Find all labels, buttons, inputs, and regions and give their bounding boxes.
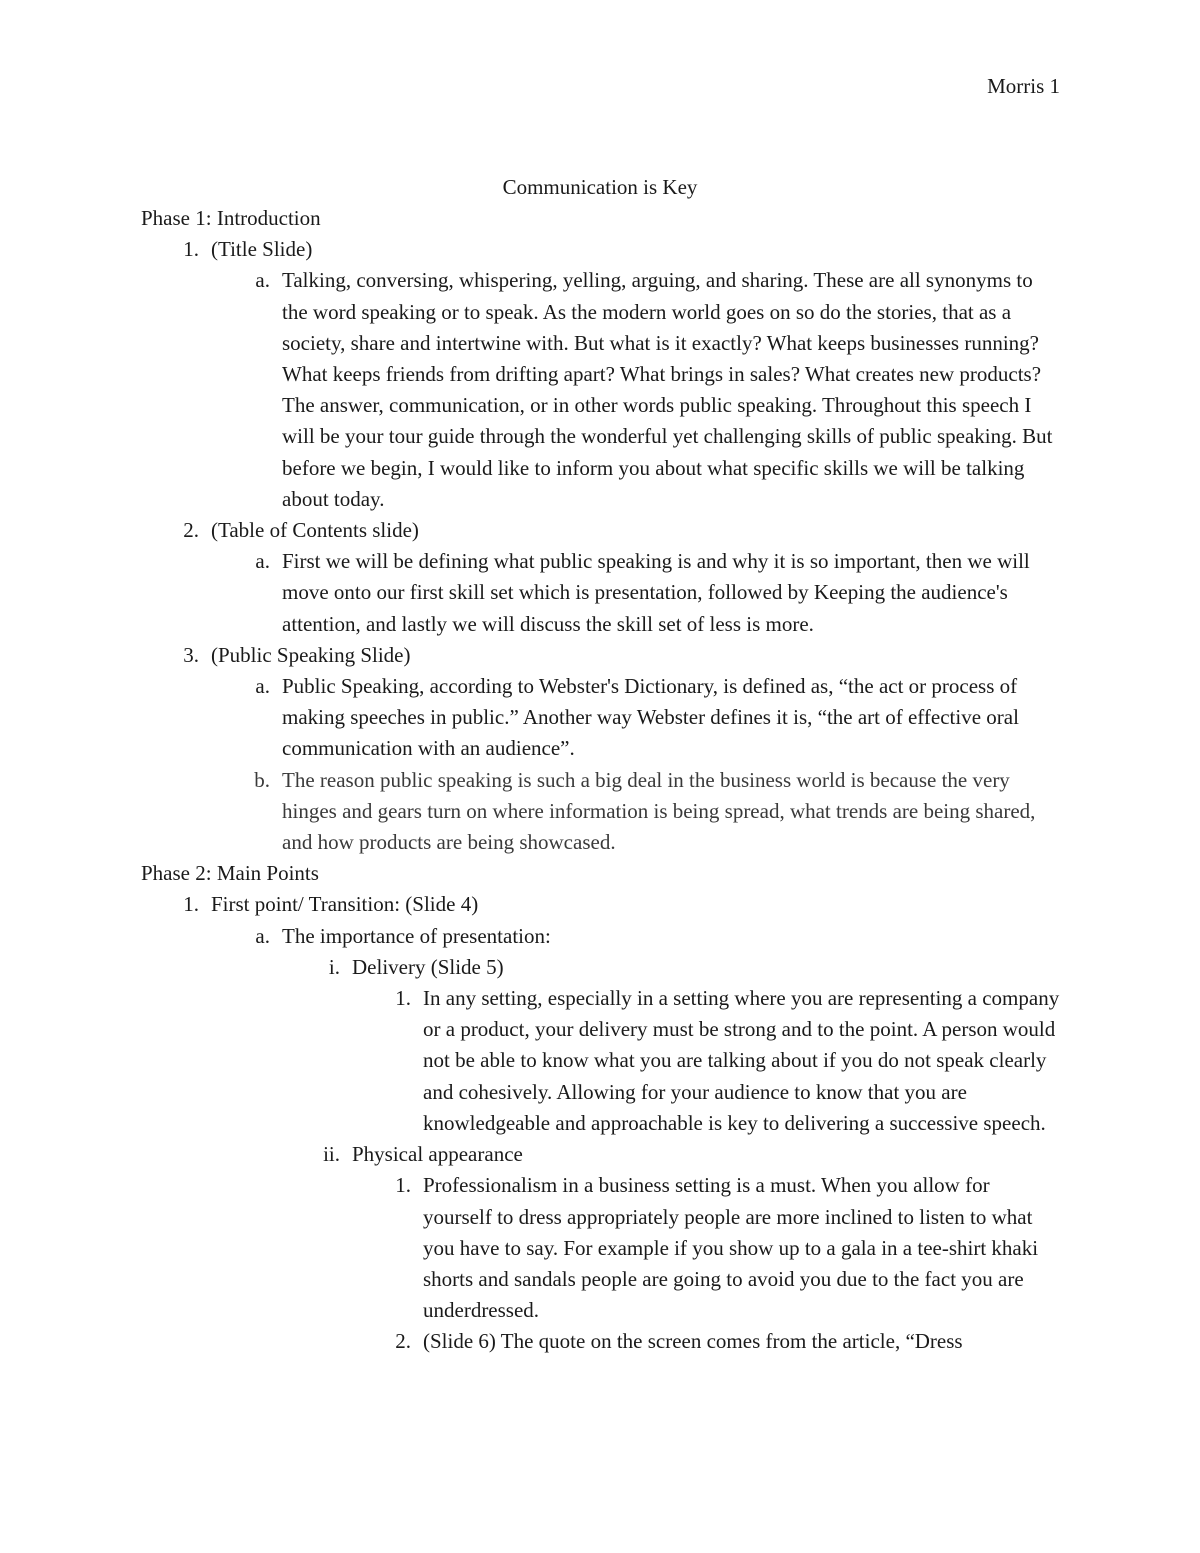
list-marker: ii. [323, 1142, 340, 1167]
outline-paragraph: Professionalism in a business setting is a must. When you allow for yourself to dress appropriately people are more inclined to listen to what you have to say. For example if you show up to a gala in a tee-shirt khaki shorts and sandals people are going to avoid you due to the fact you are underdressed. [423, 1173, 1039, 1323]
outline-item-text: (Table of Contents slide) [211, 518, 419, 543]
outline-detail-item [141, 1326, 1061, 1357]
running-head: Morris 1 [987, 74, 1060, 98]
outline-subitem [141, 546, 1061, 640]
list-marker: 3. [183, 642, 199, 667]
outline-item-text: Delivery (Slide 5) [352, 954, 504, 979]
outline-detail-item [141, 983, 1061, 1139]
outline-roman-item [141, 1139, 1061, 1170]
outline-subitem [141, 265, 1061, 515]
list-marker: 1. [395, 1173, 411, 1198]
outline-item-text: (Public Speaking Slide) [211, 642, 411, 667]
list-marker: 1. [183, 892, 199, 917]
list-marker: i. [328, 954, 340, 979]
outline-paragraph: The reason public speaking is such a big deal in the business world is because the very hinges and gears turn on where information is being spread, what trends are being shared, and how products are being showcased. [282, 767, 1036, 855]
outline-item [141, 515, 1061, 546]
phase-heading: Phase 1: Introduction [141, 206, 321, 230]
outline-item-text: (Title Slide) [211, 237, 313, 262]
list-marker: a. [255, 923, 270, 948]
phase-heading: Phase 2: Main Points [141, 861, 319, 886]
outline-item-text: The importance of presentation: [282, 923, 551, 948]
outline-item [141, 234, 1061, 265]
outline-paragraph: (Slide 6) The quote on the screen comes from the article, “Dress [423, 1329, 963, 1354]
list-marker: a. [255, 674, 270, 699]
outline-item-text: Physical appearance [352, 1142, 523, 1167]
list-marker: 2. [395, 1329, 411, 1354]
outline-paragraph: Public Speaking, according to Webster's Dictionary, is defined as, “the act or process of making speeches in public.” Another way Webster defines it is, “the art of effective oral communication with an audience”. [282, 674, 1019, 761]
list-marker: b. [254, 767, 270, 792]
list-marker: a. [255, 549, 270, 574]
list-marker: 1. [183, 237, 199, 262]
outline-paragraph: First we will be defining what public speaking is and why it is so important, then we will move onto our first skill set which is presentation, followed by Keeping the audience's attention, and lastly we will discuss the skill set of less is more. [282, 549, 1030, 636]
outline-item-text: First point/ Transition: (Slide 4) [211, 892, 479, 917]
document-title: Communication is Key [502, 175, 698, 199]
outline-subitem [141, 765, 1061, 859]
list-marker: 2. [183, 518, 199, 543]
outline-paragraph: Talking, conversing, whispering, yelling, arguing, and sharing. These are all synonyms to the word speaking or to speak. As the modern world goes on so do the stories, that as a society, share and intertwine with. But what is it exactly? What keeps businesses running? What keeps friends from drifting apart? What brings in sales? What creates new products? The answer, communication, or in other words public speaking. Throughout this speech I will be your tour guide through the wonderful yet challenging skills of public speaking. But before we begin, I would like to inform you about what specific skills we will be talking about today. [282, 268, 1053, 511]
outline-roman-item [141, 952, 1061, 983]
outline-body [141, 203, 1061, 1358]
outline-detail-item [141, 1170, 1061, 1326]
outline-subitem [141, 671, 1061, 765]
list-marker: 1. [395, 986, 411, 1011]
list-marker: a. [255, 268, 270, 293]
outline-subitem [141, 921, 1061, 952]
outline-item [141, 640, 1061, 671]
outline-item [141, 889, 1061, 920]
outline-paragraph: In any setting, especially in a setting where you are representing a company or a product, your delivery must be strong and to the point. A person would not be able to know what you are talking about if you do not speak clearly and cohesively. Allowing for your audience to know that you are knowledgeable and approachable is key to delivering a successive speech. [423, 986, 1060, 1135]
